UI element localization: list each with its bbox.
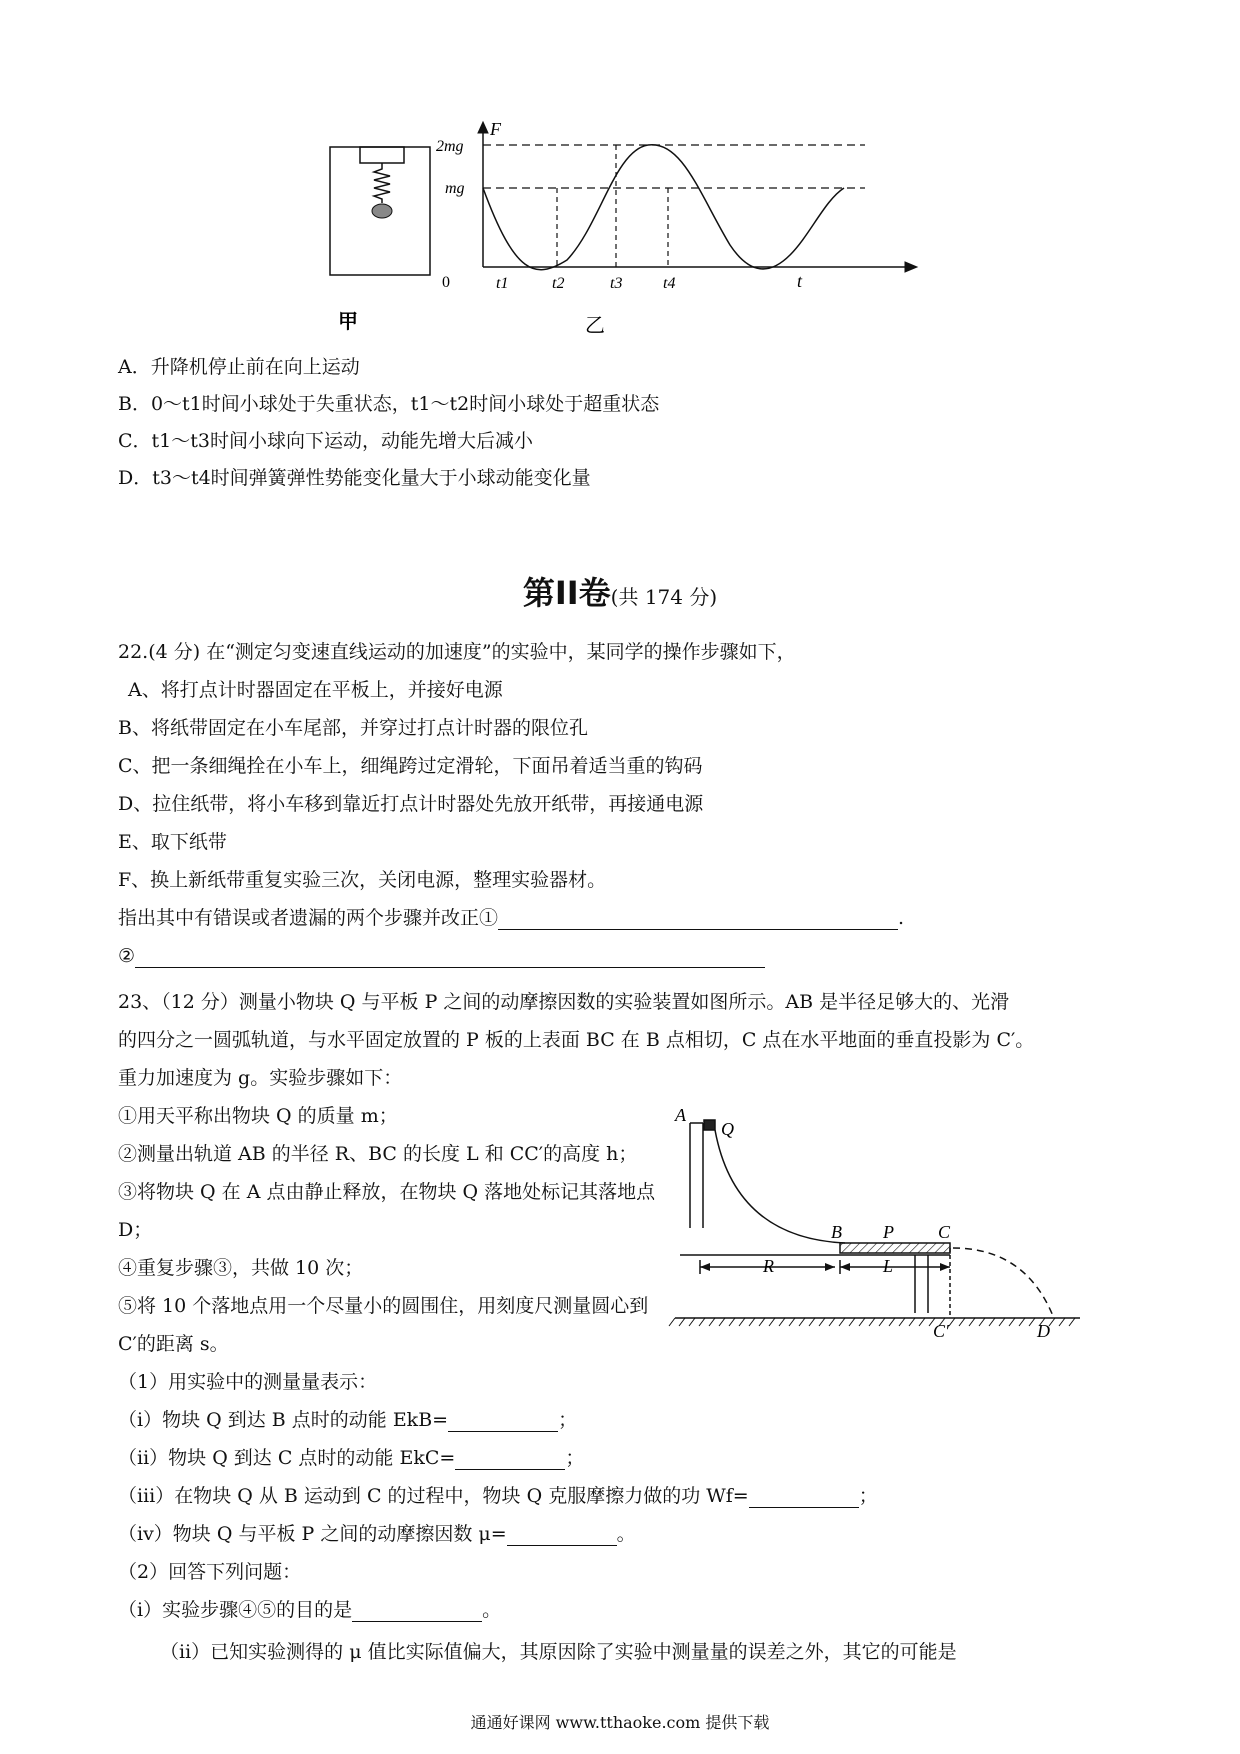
- q22-step-b: B、将纸带固定在小车尾部，并穿过打点计时器的限位孔: [118, 717, 588, 739]
- q23-step-5: ⑤将 10 个落地点用一个尽量小的圆围住，用刻度尺测量圆心到: [118, 1295, 649, 1317]
- q22-step-a: A、将打点计时器固定在平板上，并接好电源: [128, 679, 503, 701]
- page-footer: 通通好课网 www.tthaoke.com 提供下载: [470, 1713, 770, 1732]
- answer-blank-wf[interactable]: [749, 1487, 859, 1508]
- figure-spring-graph: [320, 119, 940, 337]
- q23-stem-1: 23、（12 分）测量小物块 Q 与平板 P 之间的动摩擦因数的实验装置如图所示。AB 是半径足够大的、光滑: [118, 991, 1010, 1013]
- q23-stem-3: 重力加速度为 g。实验步骤如下：: [118, 1067, 403, 1089]
- answer-blank-ekc[interactable]: [455, 1449, 565, 1470]
- point-c-prime-label: C′: [933, 1321, 949, 1341]
- q23-sub-ii-text: （ⅱ）物块 Q 到达 C 点时的动能 EkC=: [118, 1447, 456, 1469]
- q23-sub-i-text: （ⅰ）物块 Q 到达 B 点时的动能 EkB=: [118, 1409, 449, 1431]
- q23-step-3-cont: D；: [118, 1219, 153, 1241]
- answer-blank-1[interactable]: [498, 909, 898, 930]
- q23-stem-2: 的四分之一圆弧轨道，与水平固定放置的 P 板的上表面 BC 在 B 点相切，C 点在水平地面的垂直投影为 C′。: [118, 1029, 1035, 1051]
- q23-sub-iv-end: 。: [616, 1523, 636, 1545]
- tick-t4: t4: [663, 275, 676, 292]
- point-b-label: B: [831, 1222, 842, 1242]
- section-title: [0, 568, 1240, 614]
- figure-track-apparatus: [675, 1088, 1095, 1341]
- section-title-main: 第II卷: [522, 574, 611, 612]
- option-a: A．升降机停止前在向上运动: [118, 356, 360, 378]
- tick-t3: t3: [610, 275, 623, 292]
- option-d: D．t3～t4时间弹簧弹性势能变化量大于小球动能变化量: [118, 467, 591, 489]
- q23-part2-ii: （ⅱ）已知实验测得的 μ 值比实际值偏大，其原因除了实验中测量量的误差之外，其它的可能是: [160, 1641, 957, 1663]
- answer-blank-purpose[interactable]: [352, 1601, 482, 1622]
- q23-sub-ii-end: ；: [565, 1447, 585, 1469]
- q22-end: .: [898, 907, 905, 929]
- q22-stem: 22.(4 分) 在“测定匀变速直线运动的加速度”的实验中，某同学的操作步骤如下，: [118, 641, 796, 663]
- answer-blank-2[interactable]: [135, 947, 765, 968]
- q23-sub-ii: [118, 1446, 584, 1470]
- q23-sub-iii-end: ；: [858, 1485, 878, 1507]
- q23-step-4: ④重复步骤③，共做 10 次；: [118, 1257, 364, 1279]
- q22-step-f: F、换上新纸带重复实验三次，关闭电源，整理实验器材。: [118, 869, 607, 891]
- length-l-label: L: [883, 1256, 894, 1276]
- q23-sub-iii-text: （ⅲ）在物块 Q 从 B 运动到 C 的过程中，物块 Q 克服摩擦力做的功 Wf=: [118, 1485, 749, 1507]
- q22-mark-2: ②: [118, 945, 136, 967]
- label-origin: 0: [442, 274, 450, 291]
- q23-sub-iii: [118, 1484, 878, 1508]
- point-d-label: D: [1037, 1321, 1050, 1341]
- point-c-label: C: [938, 1222, 951, 1242]
- point-p-label: P: [883, 1222, 894, 1242]
- q22-prompt-line: [118, 906, 904, 930]
- q23-sub-iv-text: （ⅳ）物块 Q 与平板 P 之间的动摩擦因数 μ=: [118, 1523, 507, 1545]
- q22-step-e: E、取下纸带: [118, 831, 227, 853]
- q23-sub-i: [118, 1408, 577, 1432]
- q23-sub-i-end: ；: [558, 1409, 578, 1431]
- q22-second-line: [118, 944, 765, 968]
- q23-part2-i-end: 。: [482, 1599, 502, 1621]
- q23-part1: （1）用实验中的测量量表示：: [118, 1371, 378, 1393]
- axis-label-t: t: [797, 271, 803, 291]
- q22-prompt: 指出其中有错误或者遗漏的两个步骤并改正①: [118, 907, 499, 929]
- option-c: C．t1～t3时间小球向下运动，动能先增大后减小: [118, 430, 533, 452]
- q22-step-c: C、把一条细绳拴在小车上，细绳跨过定滑轮，下面吊着适当重的钩码: [118, 755, 703, 777]
- q23-part2: （2）回答下列问题：: [118, 1561, 302, 1583]
- axis-label-f: F: [490, 119, 501, 139]
- point-a-label: A: [675, 1105, 686, 1125]
- q23-step-1: ①用天平称出物块 Q 的质量 m；: [118, 1105, 398, 1127]
- q23-step-3: ③将物块 Q 在 A 点由静止释放，在物块 Q 落地处标记其落地点: [118, 1181, 656, 1203]
- tick-t2: t2: [552, 275, 565, 292]
- q23-sub-iv: [118, 1522, 636, 1546]
- q23-step-2: ②测量出轨道 AB 的半径 R、BC 的长度 L 和 CC′的高度 h；: [118, 1143, 638, 1165]
- caption-jia: 甲: [338, 311, 358, 333]
- option-b: B．0～t1时间小球处于失重状态，t1～t2时间小球处于超重状态: [118, 393, 660, 415]
- answer-blank-ekb[interactable]: [448, 1411, 558, 1432]
- q22-step-d: D、拉住纸带，将小车移到靠近打点计时器处先放开纸带，再接通电源: [118, 793, 704, 815]
- length-r-label: R: [763, 1256, 774, 1276]
- label-2mg: 2mg: [436, 138, 464, 155]
- q23-part2-i: [118, 1598, 501, 1622]
- answer-blank-mu[interactable]: [507, 1525, 617, 1546]
- label-mg: mg: [445, 180, 465, 197]
- section-title-score: (共 174 分): [610, 585, 718, 609]
- spring-box-diagram: [330, 147, 430, 275]
- point-q-label: Q: [721, 1119, 734, 1139]
- caption-yi: 乙: [585, 315, 605, 337]
- f-t-graph: [478, 122, 917, 272]
- q23-step-5-cont: C′的距离 s。: [118, 1333, 229, 1355]
- q23-part2-i-text: （ⅰ）实验步骤④⑤的目的是: [118, 1599, 353, 1621]
- tick-t1: t1: [496, 275, 509, 292]
